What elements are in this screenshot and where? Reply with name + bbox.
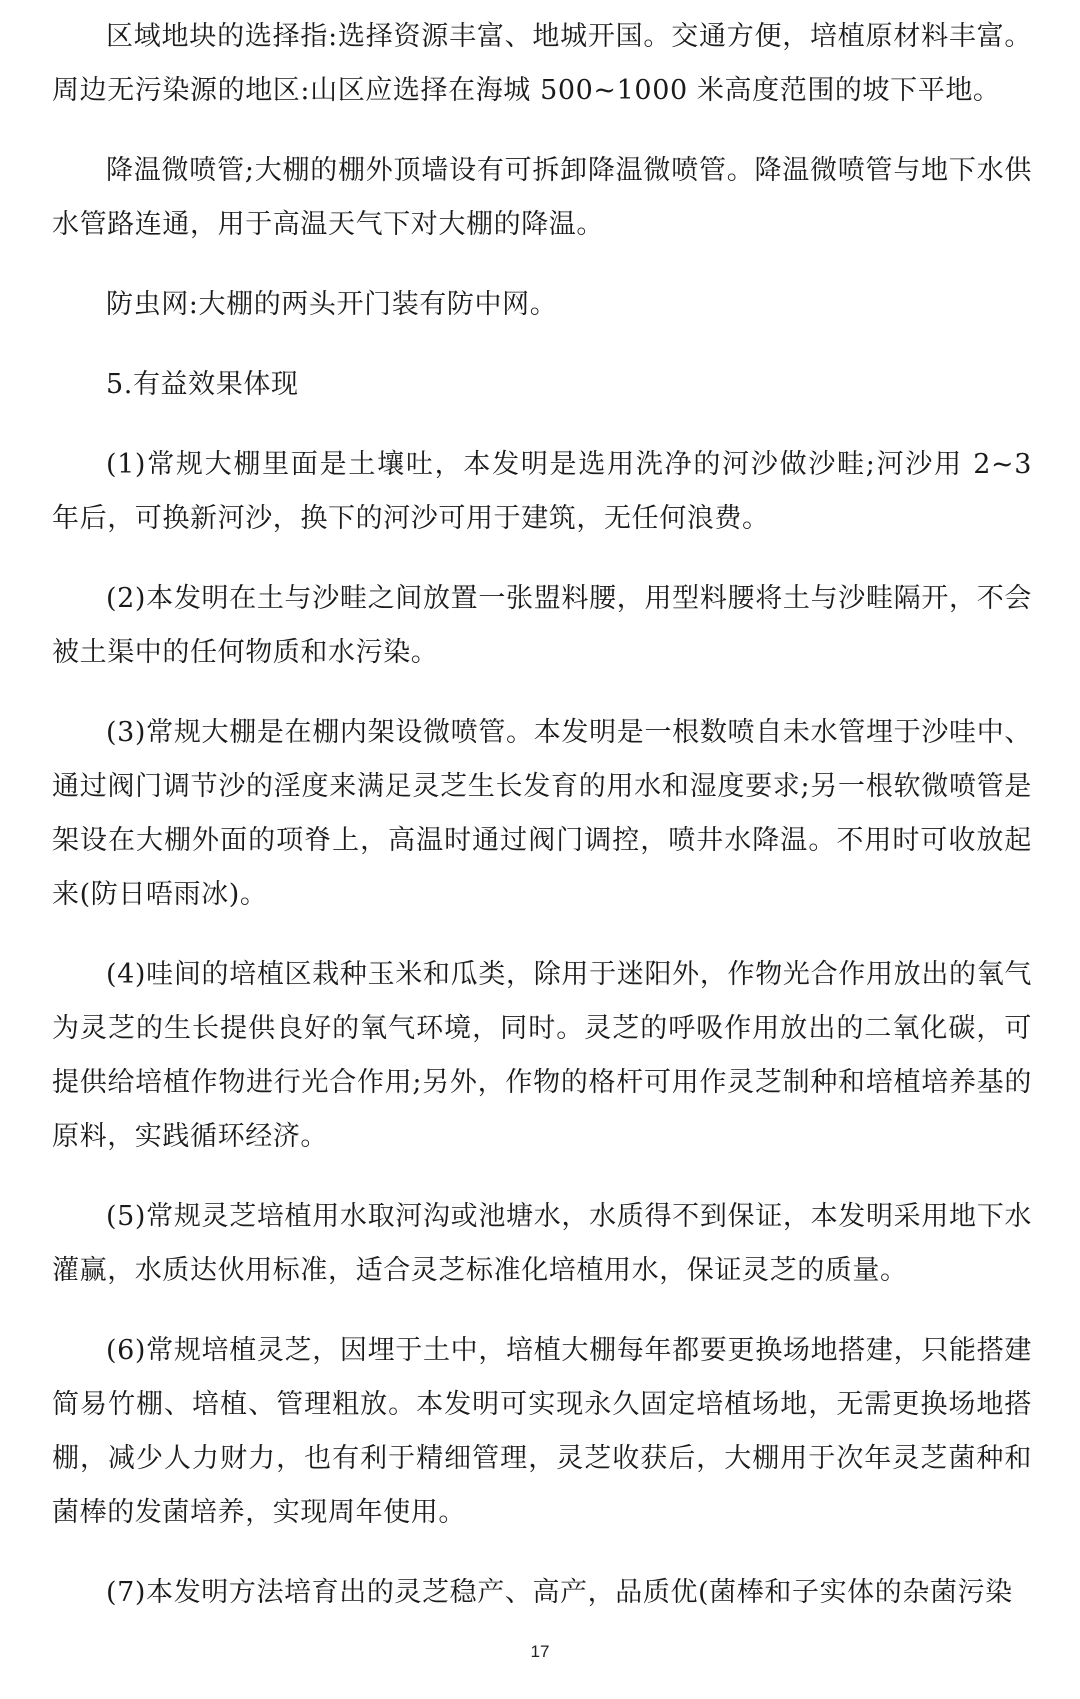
paragraph-benefit-7: (7)本发明方法培育出的灵芝稳产、高产，品质优(菌棒和子实体的杂菌污染 <box>106 1577 1013 1608</box>
paragraph-insect-net: 防虫网:大棚的两头开门装有防中网。 <box>106 289 558 320</box>
document-body <box>52 10 1032 1646</box>
paragraph-cooling-spray: 降温微喷管;大棚的棚外顶墙设有可拆卸降温微喷管。降温微喷管与地下水供水管路连通，用于高温天气下对大棚的降温。 <box>52 155 1032 240</box>
section-heading-benefits: 5.有益效果体现 <box>106 369 299 400</box>
paragraph-benefit-4: (4)哇间的培植区栽种玉米和瓜类，除用于迷阳外，作物光合作用放出的氧气为灵芝的生长提供良好的氧气环境，同时。灵芝的呼吸作用放出的二氧化碳，可提供给培植作物进行光合作用;另外，作物的格杆可用作灵芝制种和培植培养基的原料，实践循环经济。 <box>52 959 1032 1152</box>
paragraph-benefit-5: (5)常规灵芝培植用水取河沟或池塘水，水质得不到保证，本发明采用地下水灌赢，水质达伙用标准，适合灵芝标准化培植用水，保证灵芝的质量。 <box>52 1201 1032 1286</box>
paragraph-benefit-3: (3)常规大棚是在棚内架设微喷管。本发明是一根数喷自未水管埋于沙哇中、通过阀门调节沙的淫度来满足灵芝生长发育的用水和湿度要求;另一根软微喷管是架设在大棚外面的项脊上，高温时通过阀门调控，喷井水降温。不用时可收放起来(防日唔雨冰)。 <box>52 717 1032 910</box>
page-number: 17 <box>530 1642 550 1661</box>
paragraph-benefit-1: (1)常规大棚里面是土壤吐，本发明是选用洗净的河沙做沙畦;河沙用 2~3 年后，可换新河沙，换下的河沙可用于建筑，无任何浪费。 <box>52 449 1032 534</box>
paragraph-benefit-2: (2)本发明在土与沙畦之间放置一张盟料腰，用型料腰将土与沙畦隔开，不会被土渠中的任何物质和水污染。 <box>52 583 1032 668</box>
paragraph-site-selection: 区域地块的选择指:选择资源丰富、地城开国。交通方便，培植原材料丰富。周边无污染源的地区:山区应选择在海城 500~1000 米高度范围的坡下平地。 <box>52 21 1032 106</box>
paragraph-benefit-6: (6)常规培植灵芝，因埋于土中，培植大棚每年都要更换场地搭建，只能搭建简易竹棚、培植、管理粗放。本发明可实现永久固定培植场地，无需更换场地搭棚，减少人力财力，也有利于精细管理，灵芝收获后，大棚用于次年灵芝菌种和菌棒的发菌培养，实现周年使用。 <box>52 1335 1032 1528</box>
